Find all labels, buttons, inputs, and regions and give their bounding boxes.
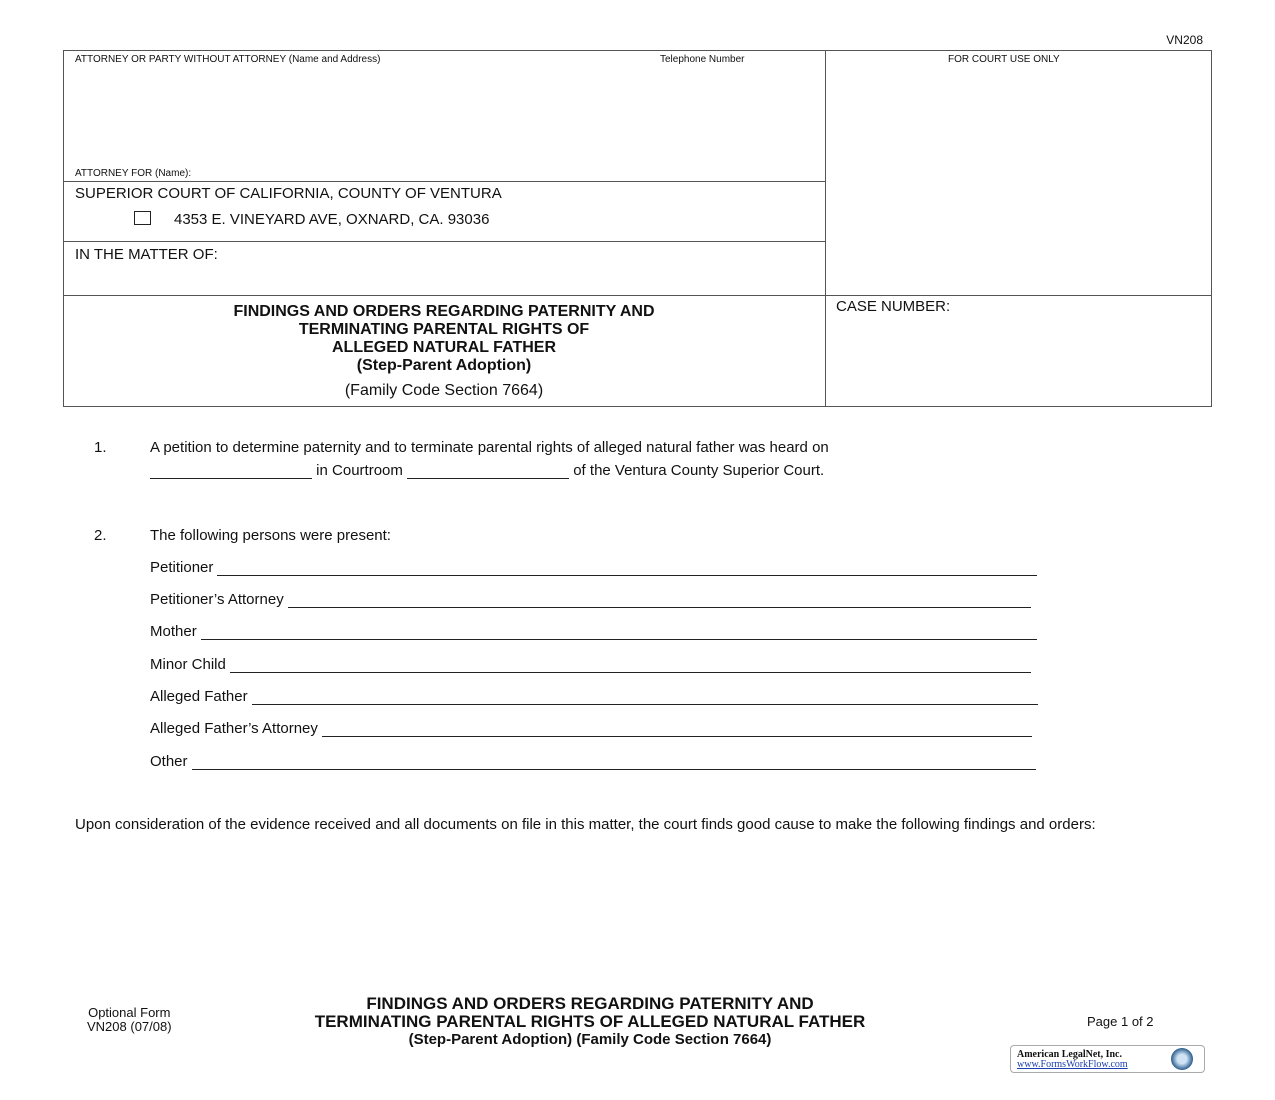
field-line[interactable] <box>192 755 1036 770</box>
other-field[interactable] <box>150 753 1036 770</box>
courtroom-field[interactable] <box>407 464 569 479</box>
divider <box>63 295 1212 296</box>
title-line: TERMINATING PARENTAL RIGHTS OF <box>298 321 590 338</box>
optional-form-label: Optional Form <box>88 1005 171 1020</box>
matter-label: IN THE MATTER OF: <box>75 246 218 263</box>
case-number-label: CASE NUMBER: <box>836 298 951 315</box>
field-line[interactable] <box>217 561 1037 576</box>
field-line[interactable] <box>288 593 1031 608</box>
petitioner-attorney-field[interactable] <box>150 591 1031 608</box>
title-line: FINDINGS AND ORDERS REGARDING PATERNITY AND <box>233 303 655 320</box>
page-number: Page 1 of 2 <box>1087 1014 1154 1029</box>
legalnet-logo[interactable] <box>1010 1045 1205 1073</box>
field-label: Minor Child <box>150 656 226 673</box>
footer-title: FINDINGS AND ORDERS REGARDING PATERNITY AND <box>366 994 814 1013</box>
field-label: Petitioner <box>150 559 214 576</box>
logo-link[interactable]: www.FormsWorkFlow.com <box>1017 1059 1128 1070</box>
field-label: Other <box>150 753 188 770</box>
field-line[interactable] <box>252 690 1038 705</box>
field-label: Alleged Father’s Attorney <box>150 720 318 737</box>
attorney-label: ATTORNEY OR PARTY WITHOUT ATTORNEY (Name and Address) <box>75 54 381 65</box>
footer-subtitle: (Step-Parent Adoption) (Family Code Section 7664) <box>408 1031 772 1048</box>
field-line[interactable] <box>201 625 1037 640</box>
title-code: (Family Code Section 7664) <box>344 382 544 399</box>
footer-title: TERMINATING PARENTAL RIGHTS OF ALLEGED NATURAL FATHER <box>314 1012 866 1031</box>
title-line: (Step-Parent Adoption) <box>356 357 532 374</box>
petitioner-field[interactable] <box>150 559 1037 576</box>
field-line[interactable] <box>230 658 1031 673</box>
court-use-label: FOR COURT USE ONLY <box>948 54 1060 65</box>
form-version: VN208 (07/08) <box>87 1019 172 1034</box>
mother-field[interactable] <box>150 623 1037 640</box>
courtroom-label: in Courtroom <box>316 462 403 479</box>
divider <box>825 50 826 407</box>
item2-text: The following persons were present: <box>150 527 391 544</box>
court-address: 4353 E. VINEYARD AVE, OXNARD, CA. 93036 <box>174 211 490 228</box>
field-label: Petitioner’s Attorney <box>150 591 284 608</box>
field-line[interactable] <box>322 722 1032 737</box>
divider <box>63 181 825 182</box>
alleged-father-attorney-field[interactable] <box>150 720 1032 737</box>
form-id: VN208 <box>1166 33 1203 47</box>
court-name: SUPERIOR COURT OF CALIFORNIA, COUNTY OF VENTURA <box>75 185 502 202</box>
attorney-for-label: ATTORNEY FOR (Name): <box>75 168 192 179</box>
item1-end: of the Ventura County Superior Court. <box>573 462 825 479</box>
minor-child-field[interactable] <box>150 656 1031 673</box>
item1-text: A petition to determine paternity and to terminate parental rights of alleged natural father was heard on <box>150 439 829 456</box>
telephone-label: Telephone Number <box>660 54 745 65</box>
divider <box>63 241 825 242</box>
address-checkbox[interactable] <box>134 211 151 225</box>
hearing-date-field[interactable] <box>150 464 312 479</box>
field-label: Mother <box>150 623 197 640</box>
title-line: ALLEGED NATURAL FATHER <box>332 339 556 356</box>
logo-name: American LegalNet, Inc. <box>1017 1049 1122 1060</box>
globe-icon <box>1171 1048 1193 1070</box>
item-number: 2. <box>94 527 107 544</box>
alleged-father-field[interactable] <box>150 688 1038 705</box>
consideration-text: Upon consideration of the evidence received and all documents on file in this matter, the court finds good cause to make the following findings and orders: <box>75 816 1096 833</box>
field-label: Alleged Father <box>150 688 248 705</box>
item-number: 1. <box>94 439 107 456</box>
